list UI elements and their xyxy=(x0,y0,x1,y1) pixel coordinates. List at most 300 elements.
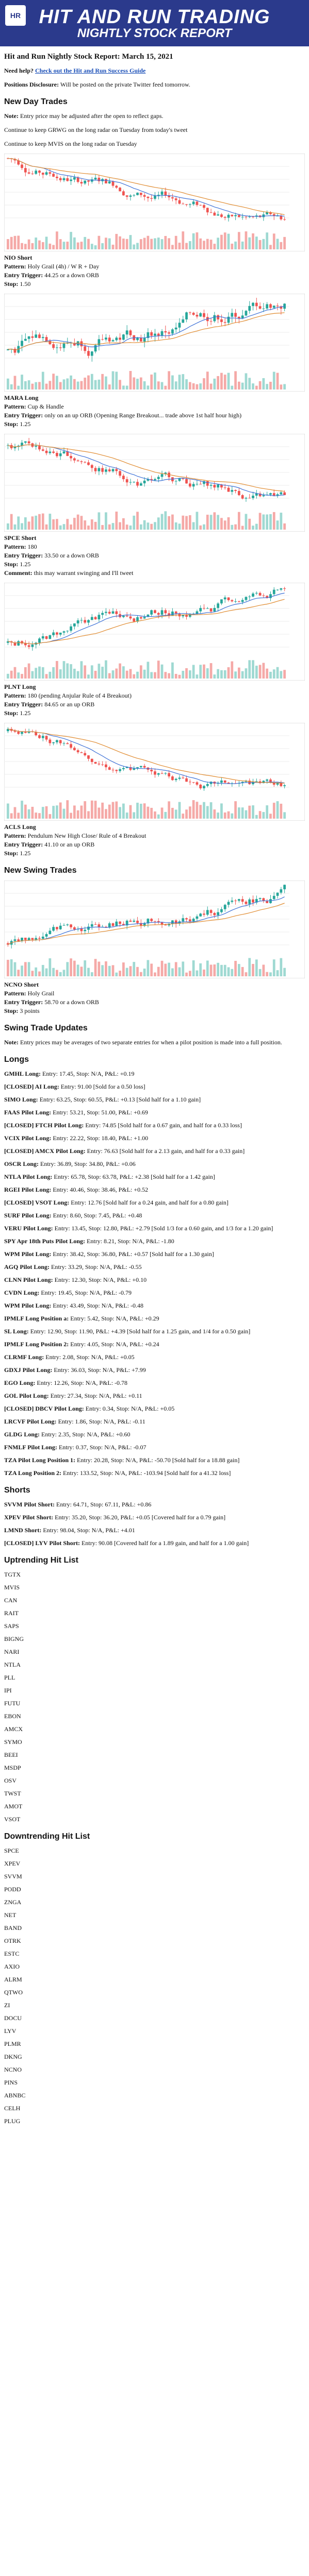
candle-body xyxy=(38,171,41,173)
candle-body xyxy=(112,923,115,926)
trade-line-value: 180 (pending Anjular Rule of 4 Breakout) xyxy=(27,692,132,699)
volume-bar xyxy=(80,381,83,389)
volume-bar xyxy=(7,960,9,976)
trade-line-label: Entry Trigger: xyxy=(4,412,43,419)
candle-body xyxy=(45,337,48,341)
volume-bar xyxy=(105,660,107,679)
candle-body xyxy=(66,924,69,925)
volume-bar xyxy=(199,805,202,819)
volume-bar xyxy=(94,245,97,249)
volume-bar xyxy=(31,671,34,679)
volume-bar xyxy=(73,238,76,249)
volume-bar xyxy=(14,962,17,976)
candle-body xyxy=(56,177,58,178)
volume-bar xyxy=(185,809,188,819)
candle-body xyxy=(283,885,286,889)
volume-bar xyxy=(234,961,237,976)
candle-body xyxy=(227,317,230,323)
candle-body xyxy=(70,924,72,927)
volume-bar xyxy=(175,674,177,679)
volume-bar xyxy=(21,674,23,679)
volume-bar xyxy=(220,373,223,389)
candle-body xyxy=(231,901,233,902)
volume-bar xyxy=(175,381,177,389)
volume-bar xyxy=(24,805,27,819)
candle-body xyxy=(129,330,132,335)
candle-body xyxy=(192,313,195,315)
volume-bar xyxy=(115,234,118,249)
volume-bar xyxy=(143,670,146,679)
candle-body xyxy=(220,909,223,912)
volume-bar xyxy=(238,382,240,389)
candle-body xyxy=(59,926,62,929)
candle-body xyxy=(280,493,282,495)
candle-body xyxy=(203,913,205,914)
candle-body xyxy=(129,482,132,483)
volume-bar xyxy=(143,520,146,530)
ticker-item: TGTX xyxy=(4,1571,21,1578)
volume-bar xyxy=(147,807,150,819)
candle-body xyxy=(252,216,254,217)
candle-body xyxy=(154,921,156,922)
volume-bar xyxy=(122,666,125,679)
candle-body xyxy=(94,924,97,925)
volume-bar xyxy=(220,965,223,976)
candle-body xyxy=(56,740,58,742)
volume-bar xyxy=(31,807,34,819)
trade-line-value: Cup & Handle xyxy=(27,403,64,410)
candle-body xyxy=(175,779,177,780)
volume-bar xyxy=(7,804,9,819)
volume-bar xyxy=(269,814,272,819)
volume-bar xyxy=(150,963,153,976)
candle-body xyxy=(17,732,20,734)
volume-bar xyxy=(94,959,97,976)
volume-bar xyxy=(154,372,156,389)
ticker-item: PLUG xyxy=(4,2117,21,2125)
volume-bar xyxy=(206,515,209,530)
position-name: [CLOSED] FTCH Pilot Long: xyxy=(4,1122,84,1129)
candle-body xyxy=(87,180,90,181)
position-name: IPMLF Long Position a: xyxy=(4,1315,69,1322)
position-name: GOL Pilot Long: xyxy=(4,1392,49,1399)
volume-bar xyxy=(157,517,160,530)
volume-bar xyxy=(115,512,118,530)
volume-bar xyxy=(48,958,51,976)
volume-bar xyxy=(164,812,167,819)
candle-body xyxy=(273,493,275,496)
volume-bar xyxy=(52,245,55,249)
volume-bar xyxy=(45,674,48,679)
candle-body xyxy=(269,594,272,598)
candle-body xyxy=(150,919,153,921)
candle-body xyxy=(24,442,27,443)
candle-body xyxy=(108,469,111,471)
candle-body xyxy=(133,921,135,922)
price-chart xyxy=(4,583,305,681)
volume-bar xyxy=(185,243,188,249)
volume-bar xyxy=(87,968,90,976)
volume-bar xyxy=(263,239,265,249)
candle-body xyxy=(122,768,125,769)
volume-bar xyxy=(80,242,83,249)
volume-bar xyxy=(42,372,44,389)
ticker-item: DKNG xyxy=(4,2053,22,2060)
volume-bar xyxy=(105,238,107,249)
volume-bar xyxy=(119,971,121,976)
candle-body xyxy=(220,214,223,217)
trade-line xyxy=(4,543,305,551)
volume-bar xyxy=(66,379,69,389)
volume-bar xyxy=(66,242,69,249)
volume-bar xyxy=(35,968,37,976)
candle-body xyxy=(28,173,30,174)
volume-bar xyxy=(38,514,41,530)
volume-bar xyxy=(38,667,41,679)
volume-bar xyxy=(269,672,272,679)
candle-body xyxy=(66,178,69,181)
volume-bar xyxy=(136,803,139,819)
volume-bar xyxy=(129,371,132,389)
candle-body xyxy=(252,594,254,597)
trade-details xyxy=(4,823,305,858)
trade-line-label: Stop: xyxy=(4,280,19,287)
volume-bar xyxy=(84,378,86,389)
volume-bar xyxy=(220,235,223,249)
candle-body xyxy=(238,601,240,602)
candle-body xyxy=(105,765,107,767)
volume-bar xyxy=(255,524,258,530)
candle-body xyxy=(52,344,55,348)
volume-bar xyxy=(77,964,79,976)
candle-body xyxy=(227,215,230,218)
volume-bar xyxy=(161,514,164,530)
volume-bar xyxy=(210,964,213,976)
report-body xyxy=(0,46,309,2133)
position-item xyxy=(4,1430,305,1439)
trade-line xyxy=(4,560,305,569)
volume-bar xyxy=(273,803,275,819)
volume-bar xyxy=(168,673,170,679)
position-details: Entry: 1.86, Stop: N/A, P&L: -0.11 xyxy=(58,1418,145,1425)
position-name: VCIX Pilot Long: xyxy=(4,1134,52,1142)
volume-bar xyxy=(101,965,104,976)
volume-bar xyxy=(52,667,55,679)
candle-body xyxy=(280,216,282,219)
volume-bar xyxy=(217,238,219,249)
candle-body xyxy=(115,922,118,926)
volume-bar xyxy=(192,800,195,819)
position-name: GMHL Long: xyxy=(4,1070,41,1077)
volume-bar xyxy=(115,802,118,819)
position-name: WPM Pilot Long: xyxy=(4,1250,52,1258)
candle-body xyxy=(266,304,268,308)
candle-body xyxy=(35,938,37,940)
volume-bar xyxy=(150,672,153,679)
volume-bar xyxy=(70,958,72,976)
trade-line-value: 3 points xyxy=(20,1007,40,1014)
ticker-item: OSV xyxy=(4,1777,17,1784)
volume-bar xyxy=(101,525,104,530)
candle-body xyxy=(217,214,219,215)
candle-body xyxy=(84,462,86,463)
trade-name: SPCE Short xyxy=(4,534,37,541)
candle-body xyxy=(119,337,121,340)
candle-body xyxy=(28,645,30,647)
volume-bar xyxy=(97,236,100,249)
candle-body xyxy=(224,905,226,909)
volume-bar xyxy=(129,235,132,249)
volume-bar xyxy=(199,963,202,976)
volume-bar xyxy=(273,372,275,389)
position-name: SIMO Long: xyxy=(4,1096,38,1103)
volume-bar xyxy=(280,671,282,679)
ticker-item: PLMR xyxy=(4,2040,21,2047)
candle-body xyxy=(35,446,37,447)
ticker-item: TWST xyxy=(4,1790,21,1797)
trade-line xyxy=(4,271,305,280)
volume-bar xyxy=(213,512,216,530)
volume-bar xyxy=(97,808,100,819)
position-name: WPM Pilot Long: xyxy=(4,1302,52,1309)
ticker-item: DOCU xyxy=(4,2014,22,2022)
volume-bar xyxy=(277,373,279,389)
candle-body xyxy=(220,781,223,783)
volume-bar xyxy=(10,959,13,976)
volume-bar xyxy=(94,801,97,819)
volume-bar xyxy=(283,812,286,819)
candle-body xyxy=(45,172,48,175)
candle-body xyxy=(280,588,282,590)
trade-line-value: Holy Grail (4h) / W R + Day xyxy=(27,263,100,270)
candle-body xyxy=(224,598,226,600)
trade-line xyxy=(4,700,305,709)
volume-bar xyxy=(94,522,97,530)
ticker-item: SYMO xyxy=(4,1738,22,1745)
volume-bar xyxy=(206,668,209,679)
candle-body xyxy=(178,323,181,327)
candle-body xyxy=(283,785,286,786)
ticker-item: ABNBC xyxy=(4,2092,26,2099)
volume-bar xyxy=(224,375,226,389)
uptrending-list xyxy=(4,1570,305,1824)
candle-body xyxy=(213,608,216,612)
volume-bar xyxy=(175,522,177,530)
volume-bar xyxy=(164,236,167,249)
trade-details xyxy=(4,253,305,289)
position-details: Entry: 19.45, Stop: N/A, P&L: -0.79 xyxy=(41,1289,132,1296)
position-item xyxy=(4,1456,305,1465)
volume-bar xyxy=(283,237,286,249)
candle-body xyxy=(28,442,30,444)
volume-bar xyxy=(189,806,191,819)
candle-body xyxy=(63,631,66,633)
candle-body xyxy=(94,178,97,179)
volume-bar xyxy=(185,516,188,530)
position-item xyxy=(4,1513,305,1522)
volume-bar xyxy=(259,665,262,679)
candle-body xyxy=(241,495,244,499)
volume-bar xyxy=(87,811,90,819)
volume-bar xyxy=(119,380,121,389)
volume-bar xyxy=(213,674,216,679)
volume-bar xyxy=(28,809,30,819)
candle-body xyxy=(59,740,62,743)
success-guide-link[interactable]: Check out the Hit and Run Success Guide xyxy=(35,67,146,74)
candle-body xyxy=(182,918,184,921)
position-item xyxy=(4,1353,305,1362)
candle-body xyxy=(189,483,191,486)
candle-body xyxy=(213,913,216,915)
volume-bar xyxy=(147,236,150,249)
volume-bar xyxy=(206,239,209,249)
brand-logo: HR xyxy=(5,5,26,26)
trade-name: PLNT Long xyxy=(4,683,36,690)
volume-bar xyxy=(196,512,199,530)
candle-body xyxy=(48,172,51,174)
candle-body xyxy=(94,345,97,351)
candle-body xyxy=(140,483,142,486)
candle-body xyxy=(168,332,170,333)
volume-bar xyxy=(154,522,156,530)
volume-bar xyxy=(238,512,240,530)
position-item xyxy=(4,1211,305,1220)
position-name: GDXJ Pilot Long: xyxy=(4,1366,53,1374)
volume-bar xyxy=(17,386,20,389)
candle-body xyxy=(273,896,275,899)
volume-bar xyxy=(277,667,279,679)
candle-body xyxy=(133,195,135,196)
position-name: [CLOSED] AMCX Pilot Long: xyxy=(4,1147,86,1155)
volume-bar xyxy=(7,379,9,389)
candle-body xyxy=(115,186,118,188)
volume-bar xyxy=(133,516,135,530)
candle-body xyxy=(143,481,146,483)
volume-bar xyxy=(238,668,240,679)
volume-bar xyxy=(213,964,216,976)
candle-body xyxy=(210,212,213,213)
volume-bar xyxy=(126,386,128,389)
ticker-item: ALRM xyxy=(4,1976,22,1983)
candle-body xyxy=(122,616,125,617)
volume-bar xyxy=(231,662,233,679)
position-details: Entry: 36.03, Stop: N/A, P&L: +7.99 xyxy=(54,1366,146,1374)
volume-bar xyxy=(269,972,272,976)
candle-body xyxy=(217,484,219,487)
position-name: XPEV Pilot Short: xyxy=(4,1514,54,1521)
volume-bar xyxy=(273,512,275,530)
volume-bar xyxy=(105,961,107,976)
candle-body xyxy=(161,474,164,477)
position-details: Entry: 27.34, Stop: N/A, P&L: +0.11 xyxy=(50,1392,142,1399)
volume-bar xyxy=(80,661,83,679)
volume-bar xyxy=(248,958,251,976)
position-item xyxy=(4,1404,305,1413)
candle-body xyxy=(70,744,72,748)
volume-bar xyxy=(126,812,128,819)
volume-bar xyxy=(220,670,223,679)
volume-bar xyxy=(21,965,23,976)
candle-body xyxy=(122,476,125,479)
position-details: Entry: 91.00 [Sold for a 0.50 loss] xyxy=(60,1083,145,1090)
candle-body xyxy=(126,195,128,197)
candle-body xyxy=(45,736,48,739)
trade-line xyxy=(4,998,305,1007)
volume-bar xyxy=(28,664,30,679)
position-details: Entry: 12.90, Stop: 11.90, P&L: +4.39 [Sold half for a 1.25 gain, and 1/4 for a 0.50 gain] xyxy=(30,1328,251,1335)
position-details: Entry: 64.71, Stop: 67.11, P&L: +0.86 xyxy=(56,1501,152,1508)
candle-body xyxy=(52,742,55,743)
candle-body xyxy=(266,212,268,214)
volume-bar xyxy=(161,239,164,249)
volume-bar xyxy=(182,231,184,249)
candle-body xyxy=(150,332,153,336)
candle-body xyxy=(185,778,188,782)
volume-bar xyxy=(283,968,286,976)
candle-body xyxy=(28,938,30,940)
candle-body xyxy=(266,901,268,903)
candle-body xyxy=(227,598,230,600)
volume-bar xyxy=(38,813,41,819)
volume-bar xyxy=(213,809,216,819)
volume-bar xyxy=(263,964,265,976)
help-paragraph xyxy=(4,66,305,75)
candle-body xyxy=(84,346,86,351)
volume-bar xyxy=(217,812,219,819)
volume-bar xyxy=(168,963,170,976)
volume-bar xyxy=(161,382,164,389)
position-details: Entry: 12.30, Stop: N/A, P&L: +0.10 xyxy=(54,1276,147,1283)
candle-body xyxy=(59,347,62,348)
position-item xyxy=(4,1134,305,1143)
volume-bar xyxy=(70,232,72,249)
position-item xyxy=(4,1185,305,1194)
volume-bar xyxy=(66,663,69,679)
volume-bar xyxy=(164,672,167,679)
shorts-list xyxy=(4,1500,305,1548)
volume-bar xyxy=(59,382,62,389)
volume-bar xyxy=(182,961,184,976)
volume-bar xyxy=(157,967,160,976)
candle-body xyxy=(45,636,48,639)
volume-bar xyxy=(245,810,248,819)
trade-line-value: 41.10 or an up ORB xyxy=(44,841,95,848)
volume-bar xyxy=(189,382,191,389)
candle-body xyxy=(91,759,93,762)
trade-name: ACLS Long xyxy=(4,823,36,831)
volume-bar xyxy=(252,383,254,389)
candle-body xyxy=(164,610,167,613)
volume-bar xyxy=(164,386,167,389)
position-name: GLDG Long: xyxy=(4,1431,40,1438)
trade-line-label: Entry Trigger: xyxy=(4,701,43,708)
position-name: TZA Pilot Long Position 1: xyxy=(4,1456,76,1464)
candle-body xyxy=(143,195,146,197)
volume-bar xyxy=(14,807,17,819)
position-details: Entry: 0.34, Stop: N/A, P&L: +0.05 xyxy=(85,1405,175,1412)
ticker-item: FUTU xyxy=(4,1700,21,1707)
volume-bar xyxy=(234,801,237,819)
volume-bar xyxy=(97,512,100,530)
trade-line xyxy=(4,411,305,420)
candle-body xyxy=(94,762,97,764)
candle-body xyxy=(227,902,230,905)
candle-body xyxy=(136,482,139,485)
note-text: Entry price may be adjusted after the open to reflect gaps. xyxy=(20,112,164,120)
volume-bar xyxy=(161,807,164,819)
volume-bar xyxy=(35,668,37,679)
longs-heading: Longs xyxy=(4,1055,29,1064)
